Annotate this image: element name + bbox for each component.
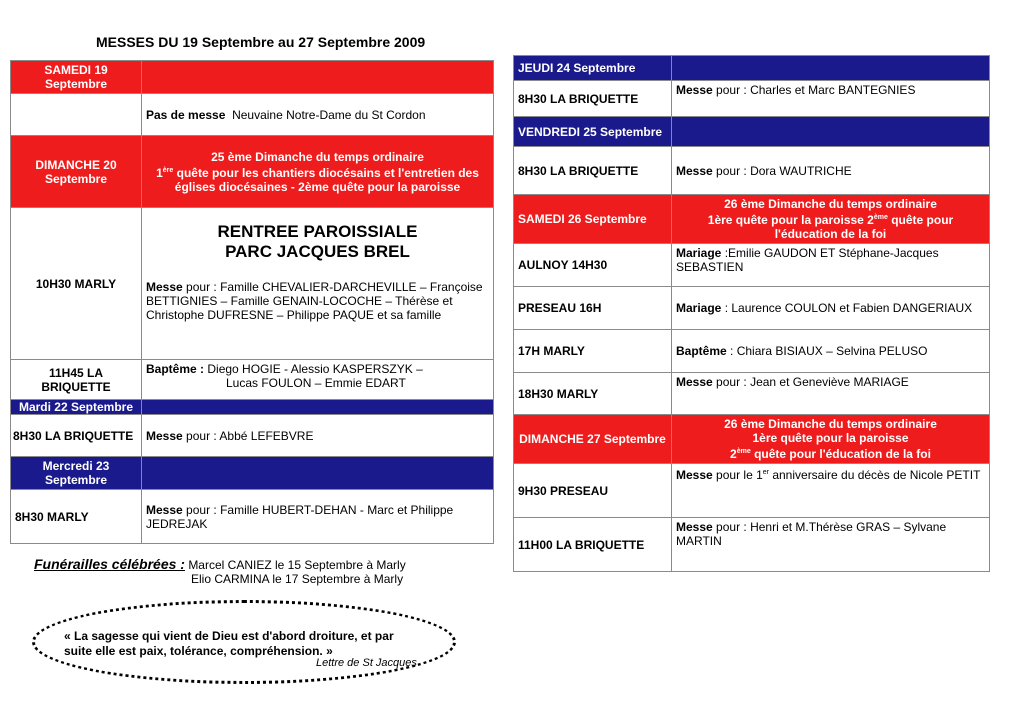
day-header-blank: [672, 117, 990, 147]
day-header-thursday-24: JEUDI 24 Septembre: [514, 56, 672, 81]
day-header-saturday-19: SAMEDI 19 Septembre: [11, 61, 142, 94]
table-row: [514, 373, 990, 415]
entry-detail: : Laurence COULON et Fabien DANGERIAUX: [724, 301, 973, 315]
ordinal-sup: er: [762, 469, 769, 476]
table-row: [11, 415, 494, 457]
event-subtitle: PARC JACQUES BREL: [225, 242, 410, 261]
entry-text: [672, 464, 990, 518]
mass-label: Messe: [146, 280, 183, 294]
day-header-sunday-27: DIMANCHE 27 Septembre: [514, 415, 672, 464]
ordinal-sup: ère: [162, 166, 174, 174]
table-row: [514, 518, 990, 572]
no-mass-label: Pas de messe: [146, 107, 226, 122]
liturgy-title: 25 ème Dimanche du temps ordinaire: [211, 149, 424, 164]
entry-detail: Neuvaine Notre-Dame du St Cordon: [232, 107, 426, 122]
table-row: [11, 136, 494, 208]
table-row: [11, 400, 494, 415]
table-row: [11, 94, 494, 136]
table-row: [514, 117, 990, 147]
table-row: [514, 415, 990, 464]
entry-text: [142, 208, 494, 360]
entry-detail: pour : Famille HUBERT-DEHAN - Marc et Philippe JEDREJAK: [146, 502, 454, 531]
entry-text: [142, 490, 494, 544]
entry-detail: anniversaire du décès de Nicole PETIT: [772, 468, 981, 482]
table-row: [514, 195, 990, 244]
liturgy-note: [672, 415, 990, 464]
time-location: 11H45 LA BRIQUETTE: [11, 360, 142, 400]
mass-label: Messe: [146, 428, 183, 443]
entry-detail: : Chiara BISIAUX – Selvina PELUSO: [730, 344, 928, 358]
empty-cell: [11, 94, 142, 136]
baptism-label: Baptême :: [146, 362, 205, 376]
table-row: [514, 56, 990, 81]
collection-note: quête pour l'éducation de la foi: [774, 213, 954, 241]
page-title: MESSES DU 19 Septembre au 27 Septembre 2009: [96, 34, 426, 50]
ordinal-sup: ème: [736, 448, 751, 455]
table-row: [11, 61, 494, 94]
ordinal: 1: [156, 165, 163, 180]
entry-detail: Lucas FOULON – Emmie EDART: [226, 376, 406, 390]
table-row: [514, 330, 990, 373]
day-header-blank: [142, 61, 494, 94]
quote-text: « La sagesse qui vient de Dieu est d'abord droiture, et par suite elle est paix, tolérance, compréhension. »: [64, 629, 394, 658]
day-header-blank: [142, 457, 494, 490]
entry-detail: pour : Henri et M.Thérèse GRAS – Sylvane MARTIN: [676, 520, 947, 548]
table-row: [514, 147, 990, 195]
entry-text: [672, 147, 990, 195]
table-row: [11, 490, 494, 544]
table-row: [514, 464, 990, 518]
mass-label: Messe: [676, 520, 713, 534]
ordinal: 2: [730, 447, 737, 461]
collection-note: quête pour les chantiers diocésains et l'entretien des églises diocésaines - 2ème quête pour la paroisse: [174, 165, 479, 194]
liturgy-note: [672, 195, 990, 244]
left-schedule-table: [10, 60, 494, 544]
entry-text: [672, 244, 990, 287]
time-location: 8H30 LA BRIQUETTE: [514, 147, 672, 195]
entry-detail: :Emilie GAUDON ET Stéphane-Jacques SEBASTIEN: [676, 246, 939, 274]
wedding-label: Mariage: [676, 301, 722, 315]
funeral-entry: Elio CARMINA le 17 Septembre à Marly: [191, 572, 404, 586]
collection-note: 1ère quête pour la paroisse: [752, 431, 909, 445]
entry-text: [142, 415, 494, 457]
entry-text: [672, 330, 990, 373]
liturgy-title: 26 ème Dimanche du temps ordinaire: [724, 417, 937, 431]
day-header-blank: [142, 400, 494, 415]
time-location: 8H30 MARLY: [11, 490, 142, 544]
time-location: 18H30 MARLY: [514, 373, 672, 415]
entry-text: [672, 518, 990, 572]
funerals-section: [34, 556, 406, 572]
entry-detail: Diego HOGIE - Alessio KASPERSZYK –: [207, 362, 423, 376]
mass-label: Messe: [676, 375, 713, 389]
funeral-entry: Marcel CANIEZ le 15 Septembre à Marly: [188, 558, 406, 572]
ordinal-sup: ème: [873, 214, 888, 221]
day-header-sunday-20: DIMANCHE 20 Septembre: [11, 136, 142, 208]
collection-note: 1ère quête pour la paroisse 2: [707, 213, 874, 227]
mass-label: Messe: [146, 502, 183, 517]
entry-detail: pour : Dora WAUTRICHE: [716, 163, 852, 178]
day-header-friday-25: VENDREDI 25 Septembre: [514, 117, 672, 147]
day-header-tuesday-22: Mardi 22 Septembre: [11, 400, 142, 415]
mass-label: Messe: [676, 468, 713, 482]
table-row: [514, 81, 990, 117]
mass-label: Messe: [676, 83, 713, 97]
time-location: AULNOY 14H30: [514, 244, 672, 287]
time-location: 9H30 PRESEAU: [514, 464, 672, 518]
entry-detail: pour : Jean et Geneviève MARIAGE: [716, 375, 909, 389]
time-location: 10H30 MARLY: [11, 208, 142, 360]
entry-text: [672, 287, 990, 330]
liturgy-note: [142, 136, 494, 208]
time-location: 17H MARLY: [514, 330, 672, 373]
time-location: 8H30 LA BRIQUETTE: [11, 415, 142, 457]
event-title: RENTREE PAROISSIALE: [217, 222, 418, 241]
table-row: [514, 244, 990, 287]
day-header-saturday-26: SAMEDI 26 Septembre: [514, 195, 672, 244]
funerals-label: Funérailles célébrées :: [34, 556, 185, 572]
quote-source: Lettre de St Jacques: [316, 657, 417, 669]
time-location: PRESEAU 16H: [514, 287, 672, 330]
mass-label: Messe: [676, 163, 713, 178]
entry-text: [142, 94, 494, 136]
entry-text: [672, 81, 990, 117]
entry-detail: pour le 1: [716, 468, 763, 482]
table-row: [11, 208, 494, 360]
liturgy-title: 26 ème Dimanche du temps ordinaire: [724, 197, 937, 211]
baptism-label: Baptême: [676, 344, 727, 358]
entry-detail: pour : Famille CHEVALIER-DARCHEVILLE – Françoise BETTIGNIES – Famille GENAIN-LOCOCHE – Thérèse et Christophe DUFRESNE – Philippe PAQUE et sa famille: [146, 280, 483, 322]
day-header-blank: [672, 56, 990, 81]
table-row: [11, 457, 494, 490]
time-location: 8H30 LA BRIQUETTE: [514, 81, 672, 117]
right-schedule-table: [513, 55, 990, 572]
wedding-label: Mariage: [676, 246, 722, 260]
entry-text: [672, 373, 990, 415]
table-row: [514, 287, 990, 330]
entry-detail: pour : Charles et Marc BANTEGNIES: [716, 83, 916, 97]
table-row: [11, 360, 494, 400]
entry-detail: pour : Abbé LEFEBVRE: [186, 428, 314, 443]
time-location: 11H00 LA BRIQUETTE: [514, 518, 672, 572]
collection-note: quête pour l'éducation de la foi: [754, 447, 931, 461]
day-header-wednesday-23: Mercredi 23 Septembre: [11, 457, 142, 490]
entry-text: [142, 360, 494, 400]
